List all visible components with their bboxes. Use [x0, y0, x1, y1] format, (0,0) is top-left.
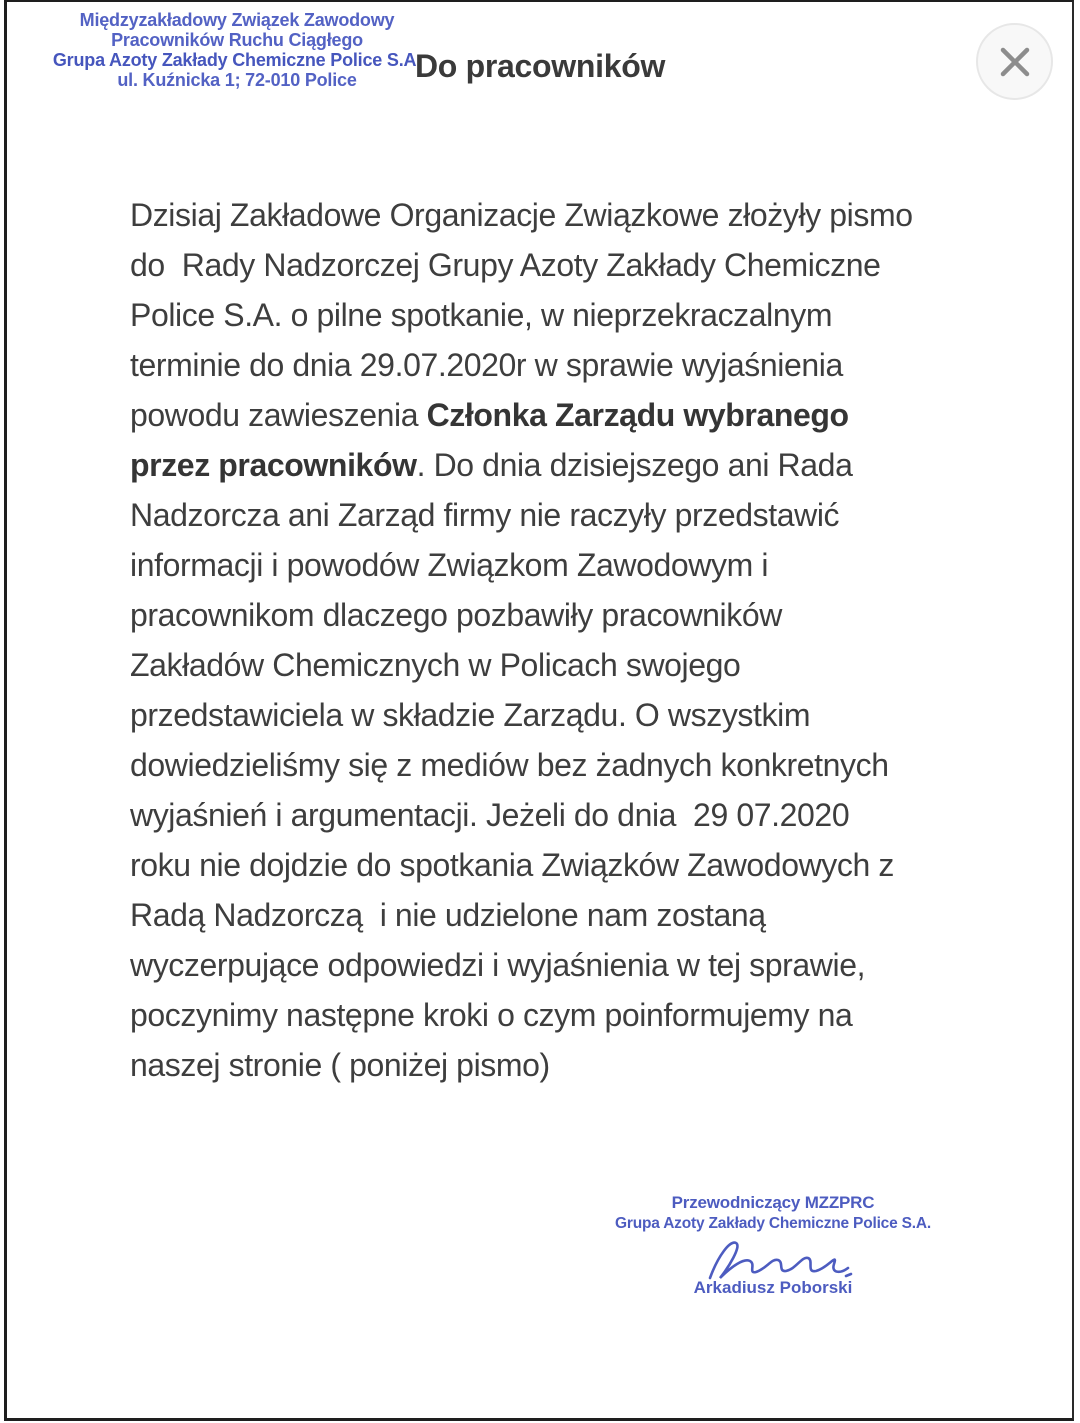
letter-line: wyjaśnień i argumentacji. Jeżeli do dnia 29 07.2020 [130, 797, 850, 833]
signature-role: Przewodniczący MZZPRC [671, 1193, 875, 1212]
letter-line: przez pracowników. Do dnia dzisiejszego ani Rada [130, 447, 853, 483]
letter-line: roku nie dojdzie do spotkania Związków Zawodowych z [130, 847, 894, 883]
page-title: Do pracowników [415, 48, 666, 84]
letter-line: przedstawiciela w składzie Zarządu. O wszystkim [130, 697, 811, 733]
letterhead-line: Grupa Azoty Zakłady Chemiczne Police S.A. [52, 50, 422, 70]
close-icon [997, 44, 1033, 80]
letter-line: do Rady Nadzorczej Grupy Azoty Zakłady Chemiczne [130, 247, 881, 283]
close-button[interactable] [976, 23, 1053, 100]
handwritten-signature [688, 1236, 858, 1284]
signature-company: Grupa Azoty Zakłady Chemiczne Police S.A. [615, 1215, 931, 1232]
letter-line: naszej stronie ( poniżej pismo) [130, 1047, 550, 1083]
letter-line: pracownikom dlaczego pozbawiły pracowników [130, 597, 782, 633]
letterhead-line: ul. Kuźnicka 1; 72-010 Police [117, 70, 357, 90]
letter-line: poczynimy następne kroki o czym poinformujemy na [130, 997, 853, 1033]
letter-line: dowiedzieliśmy się z mediów bez żadnych konkretnych [130, 747, 889, 783]
letter-line: Nadzorcza ani Zarząd firmy nie raczyły przedstawić [130, 497, 840, 533]
signature-block [608, 1192, 938, 1298]
letter-line: Zakładów Chemicznych w Policach swojego [130, 647, 741, 683]
letterhead-stamp [42, 10, 432, 90]
letterhead-line: Międzyzakładowy Związek Zawodowy [79, 10, 395, 30]
letter-line: powodu zawieszenia Członka Zarządu wybranego [130, 397, 849, 433]
letter-line: Dzisiaj Zakładowe Organizacje Związkowe złożyły pismo [130, 197, 913, 233]
letter-body [130, 190, 970, 1090]
letter-line: Radą Nadzorczą i nie udzielone nam zostaną [130, 897, 766, 933]
letterhead-line: Pracowników Ruchu Ciągłego [111, 30, 363, 50]
letter-line: informacji i powodów Związkom Zawodowym i [130, 547, 769, 583]
letter-line: terminie do dnia 29.07.2020r w sprawie wyjaśnienia [130, 347, 843, 383]
signature-name: Arkadiusz Poborski [693, 1278, 853, 1297]
letter-line: wyczerpujące odpowiedzi i wyjaśnienia w tej sprawie, [130, 947, 866, 983]
letter-line: Police S.A. o pilne spotkanie, w nieprzekraczalnym [130, 297, 833, 333]
